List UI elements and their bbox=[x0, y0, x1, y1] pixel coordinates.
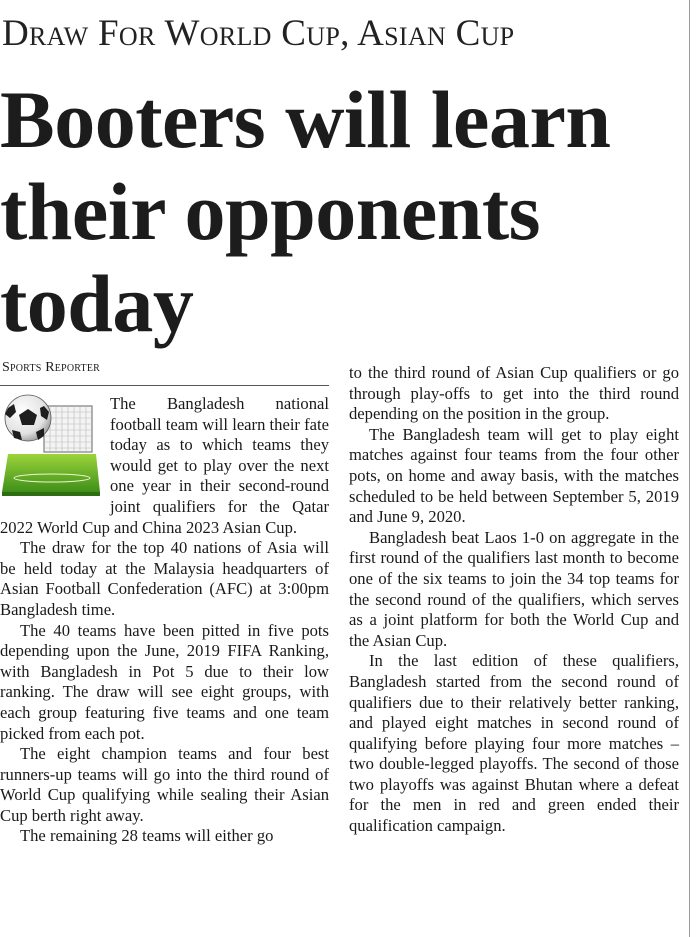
article-paragraph: The 40 teams have been pitted in five pots depending upon the June, 2019 FIFA Ranking, with Bangladesh in Pot 5 due to their low ranking. The draw will see eight groups, with each group featuring five teams and one team picked from each pot. bbox=[0, 620, 329, 743]
article-column-1 bbox=[0, 394, 329, 847]
article-column-2 bbox=[349, 363, 679, 837]
football-net-icon bbox=[0, 394, 104, 498]
byline: Sports Reporter bbox=[2, 360, 100, 375]
kicker: Draw For World Cup, Asian Cup bbox=[2, 13, 515, 54]
headline-line-2: their opponents bbox=[0, 166, 541, 257]
article-paragraph: Bangladesh beat Laos 1-0 on aggregate in the first round of the qualifiers last month to become one of the six teams to join the 34 top teams for the second round of the qualifiers, which serves as a joint platform for both the World Cup and the Asian Cup. bbox=[349, 527, 679, 650]
article-paragraph: The remaining 28 teams will either go bbox=[20, 826, 274, 846]
article-paragraph: The eight champion teams and four best runners-up teams will go into the third round of World Cup qualifying while sealing their Asian Cup berth right away. bbox=[0, 744, 329, 825]
article-paragraph: The Bangladesh national football team will learn their fate today as to which teams they would get to play over the next one year in their second-round joint qualifiers for the Qatar 2022 World Cup and China 2023 Asian Cup. bbox=[0, 394, 329, 537]
article-paragraph: The Bangladesh team will get to play eight matches against four teams from the four other pots, on home and away basis, with the matches scheduled to be held between September 5, 2019 and June 9, 2020. bbox=[349, 424, 679, 527]
article-paragraph: In the last edition of these qualifiers, Bangladesh started from the second round of qualifiers due to their relatively better ranking, and played eight matches in second round of qualifying before playing four more matches – two double-legged playoffs. The second of those two playoffs was against Bhutan where a defeat for the men in red and green ended their qualification campaign. bbox=[349, 651, 679, 836]
column-rule bbox=[689, 0, 690, 937]
headline-line-3: today bbox=[0, 258, 194, 349]
article-paragraph: The draw for the top 40 nations of Asia will be held today at the Malaysia headquarters of Asian Football Confederation (AFC) at 3:00pm Bangladesh time. bbox=[0, 538, 329, 619]
headline-line-1: Booters will learn bbox=[0, 74, 611, 165]
byline-divider bbox=[0, 385, 329, 386]
article-paragraph: to the third round of Asian Cup qualifiers or go through play-offs to get into the third round depending on the position in the group. bbox=[349, 363, 679, 424]
headline bbox=[0, 74, 688, 350]
